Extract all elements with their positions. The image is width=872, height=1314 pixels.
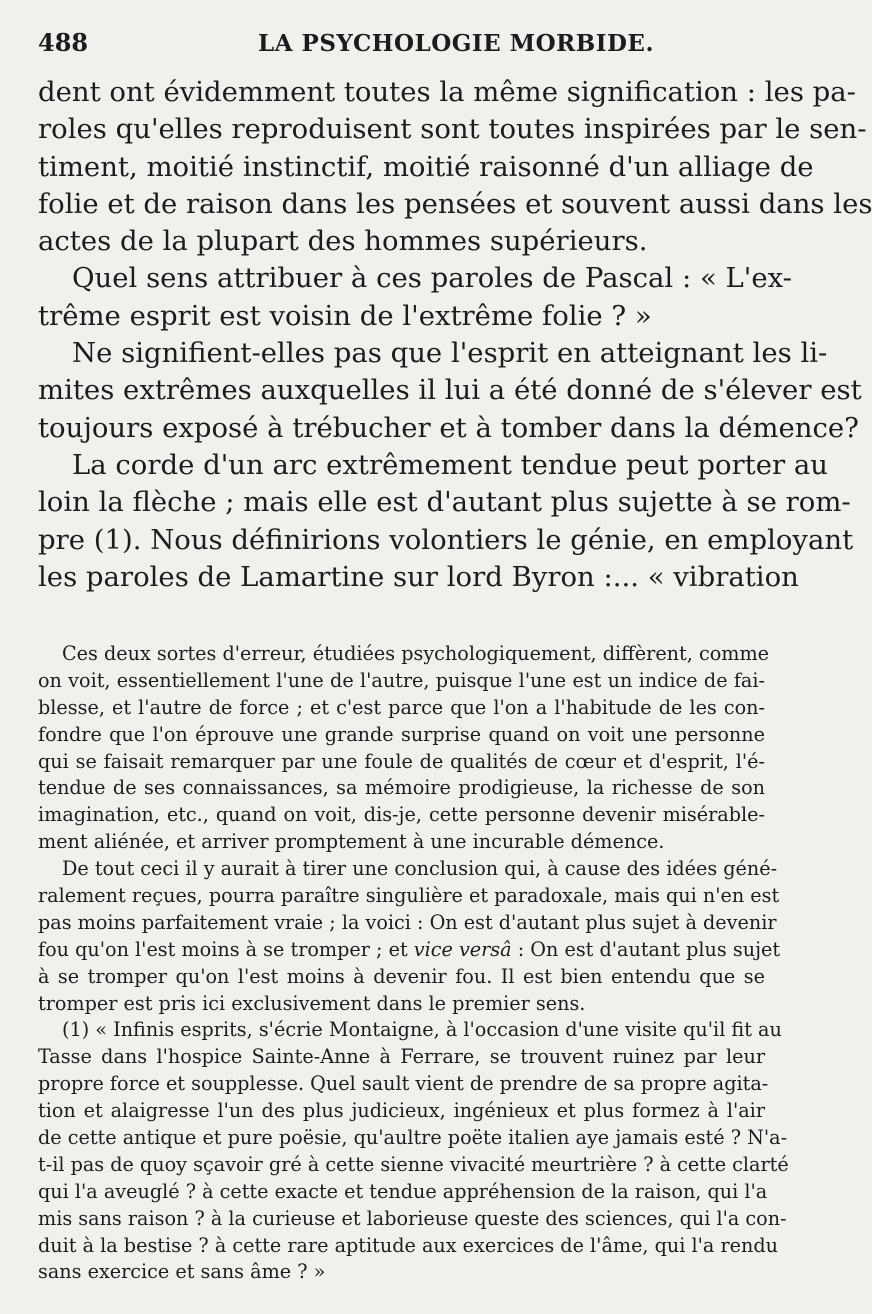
running-title: LA PSYCHOLOGIE MORBIDE.	[258, 30, 654, 57]
footnote-line: de cette antique et pure poësie, qu'aultre poëte italien aye jamais esté ? N'a-	[38, 1126, 788, 1150]
footnote-line-part: : On est d'autant plus sujet	[511, 937, 781, 961]
footnote-line: (1) « Infinis esprits, s'écrie Montaigne, à l'occasion d'une visite qu'il fit au	[62, 1018, 782, 1042]
footnote-line: fondre que l'on éprouve une grande surprise quand on voit une personne	[38, 722, 765, 746]
page-number: 488	[38, 28, 89, 57]
footnote-line: tion et alaigresse l'un des plus judicieux, ingénieux et plus formez à l'air	[38, 1099, 765, 1123]
text-line: timent, moitié instinctif, moitié raisonné d'un alliage de	[38, 150, 814, 183]
footnote-line-part: fou qu'on l'est moins à se tromper ; et	[38, 937, 408, 961]
footnote-line: t-il pas de quoy sçavoir gré à cette sienne vivacité meurtrière ? à cette clarté	[38, 1152, 789, 1176]
footnote-line: De tout ceci il y aurait à tirer une conclusion qui, à cause des idées géné-	[62, 857, 778, 881]
footnote-line: qui se faisait remarquer par une foule de qualités de cœur et d'esprit, l'é-	[38, 749, 765, 773]
footnote-line: mis sans raison ? à la curieuse et laborieuse queste des sciences, qui l'a con-	[38, 1206, 787, 1230]
footnote-line: imagination, etc., quand on voit, dis-je, cette personne devenir misérable-	[38, 803, 765, 827]
footnote-line: ment aliénée, et arriver promptement à une incurable démence.	[38, 830, 665, 854]
footnote-line-mixed	[38, 937, 781, 964]
footnote-line: à se tromper qu'on l'est moins à devenir fou. Il est bien entendu que se	[38, 964, 765, 988]
footnote-line: Ces deux sortes d'erreur, étudiées psychologiquement, diffèrent, comme	[62, 642, 769, 665]
text-line: Quel sens attribuer à ces paroles de Pascal : « L'ex-	[72, 262, 792, 295]
footnote-line: tendue de ses connaissances, sa mémoire prodigieuse, la richesse de son	[38, 776, 765, 800]
text-line: mites extrêmes auxquelles il lui a été donné de s'élever est	[38, 374, 862, 407]
text-line: les paroles de Lamartine sur lord Byron :... « vibration	[38, 560, 799, 593]
text-line: folie et de raison dans les pensées et souvent aussi dans les	[38, 187, 872, 220]
footnote-line: Tasse dans l'hospice Sainte-Anne à Ferrare, se trouvent ruinez par leur	[38, 1045, 765, 1069]
footnote-line: pas moins parfaitement vraie ; la voici : On est d'autant plus sujet à devenir	[38, 910, 777, 934]
text-line: Ne signifient-elles pas que l'esprit en atteignant les li-	[72, 337, 828, 370]
footnote-line: on voit, essentiellement l'une de l'autre, puisque l'une est un indice de fai-	[38, 668, 765, 692]
footnote-line: propre force et soupplesse. Quel sault vient de prendre de sa propre agita-	[38, 1072, 769, 1096]
latin-phrase: vice versâ	[413, 937, 512, 961]
text-line: toujours exposé à trébucher et à tomber dans la démence?	[38, 411, 859, 444]
text-line: dent ont évidemment toutes la même signification : les pa-	[38, 76, 856, 108]
text-line: loin la flèche ; mais elle est d'autant plus sujette à se rom-	[38, 486, 851, 519]
text-line: roles qu'elles reproduisent sont toutes inspirées par le sen-	[38, 113, 867, 146]
footnote-line: duit à la bestise ? à cette rare aptitude aux exercices de l'âme, qui l'a rendu	[38, 1233, 778, 1257]
footnote-line: qui l'a aveuglé ? à cette exacte et tendue appréhension de la raison, qui l'a	[38, 1179, 768, 1203]
footnote-line: sans exercice et sans âme ? »	[38, 1260, 326, 1284]
footnotes	[38, 641, 789, 1286]
footnote-line: tromper est pris ici exclusivement dans le premier sens.	[38, 991, 586, 1015]
main-text	[38, 74, 872, 596]
footnote-line: ralement reçues, pourra paraître singulière et paradoxale, mais qui n'en est	[38, 884, 780, 908]
page-header	[38, 28, 758, 68]
footnote-line: blesse, et l'autre de force ; et c'est parce que l'on a l'habitude de les con-	[38, 695, 765, 719]
text-line: pre (1). Nous définirions volontiers le génie, en employant	[38, 523, 854, 556]
text-line: trême esprit est voisin de l'extrême folie ? »	[38, 299, 652, 332]
text-line: actes de la plupart des hommes supérieurs.	[38, 225, 648, 258]
text-line: La corde d'un arc extrêmement tendue peut porter au	[72, 448, 828, 481]
